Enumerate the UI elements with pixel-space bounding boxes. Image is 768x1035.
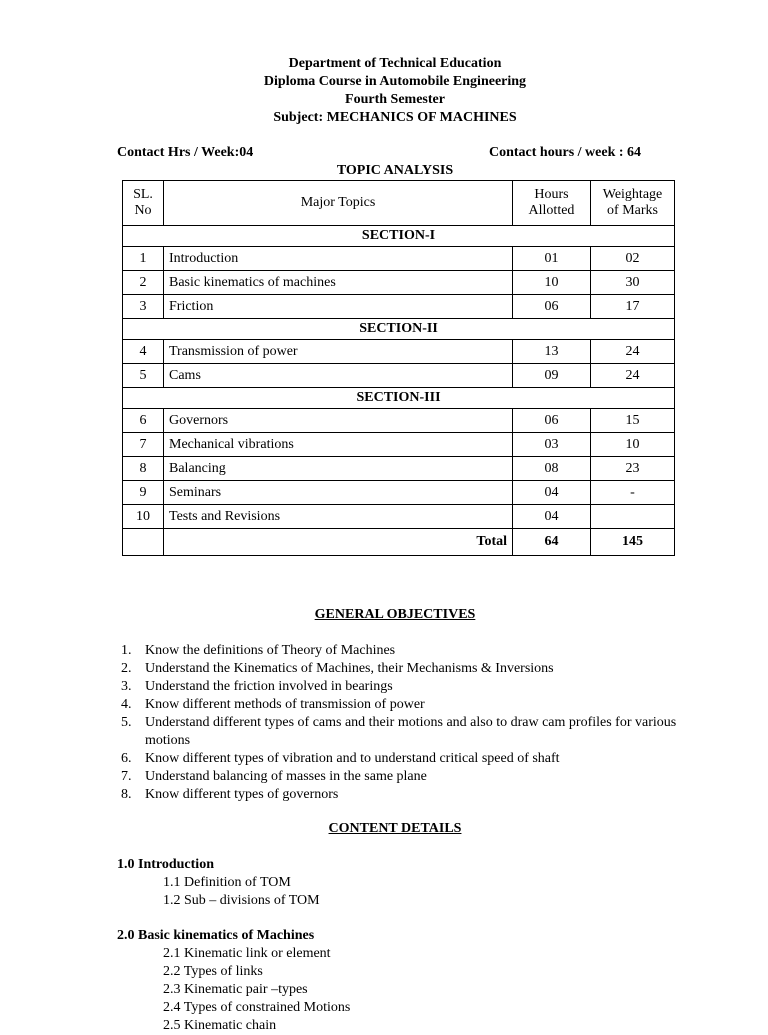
sl-cell: 5 (123, 364, 164, 388)
chapter-subtopics (117, 874, 677, 910)
objective-number: 2. (121, 661, 132, 676)
marks-cell: 24 (591, 364, 675, 388)
subtopic-item: 1.2 Sub – divisions of TOM (163, 893, 320, 908)
section-label: SECTION-III (123, 388, 675, 409)
marks-cell: 30 (591, 271, 675, 295)
table-row (123, 433, 675, 457)
hours-cell: 10 (513, 271, 591, 295)
objective-number: 1. (121, 643, 132, 658)
total-sl-cell (123, 529, 164, 556)
objective-number: 7. (121, 769, 132, 784)
column-header-hours: Hours Allotted (513, 181, 591, 226)
column-header-marks: Weightage of Marks (591, 181, 675, 226)
topic-cell: Introduction (164, 247, 513, 271)
chapter-spacer (117, 910, 677, 927)
subtopic-item: 2.5 Kinematic chain (163, 1018, 277, 1033)
column-header-sl: SL. No (123, 181, 164, 226)
subject-title: Subject: MECHANICS OF MACHINES (273, 110, 517, 125)
marks-cell (591, 505, 675, 529)
sl-cell: 2 (123, 271, 164, 295)
sl-cell: 6 (123, 409, 164, 433)
hours-cell: 04 (513, 505, 591, 529)
objective-text: Know different types of governors (145, 787, 339, 802)
subtopic-item: 1.1 Definition of TOM (163, 875, 291, 890)
table-row (123, 295, 675, 319)
objective-number: 4. (121, 697, 132, 712)
sl-cell: 4 (123, 340, 164, 364)
table-row (123, 271, 675, 295)
section-row (123, 226, 675, 247)
topic-cell: Basic kinematics of machines (164, 271, 513, 295)
hours-cell: 03 (513, 433, 591, 457)
subtopic-item: 2.1 Kinematic link or element (163, 946, 331, 961)
marks-cell: 17 (591, 295, 675, 319)
contact-hrs-week: Contact Hrs / Week:04 (117, 145, 254, 160)
sl-cell: 9 (123, 481, 164, 505)
objective-text: Understand different types of cams and their motions and also to draw cam profiles for various motions (145, 715, 677, 748)
marks-cell: - (591, 481, 675, 505)
objective-number: 5. (121, 715, 132, 730)
marks-cell: 24 (591, 340, 675, 364)
table-row (123, 505, 675, 529)
chapter-title: 2.0 Basic kinematics of Machines (117, 928, 315, 943)
hours-cell: 04 (513, 481, 591, 505)
general-objectives-title: GENERAL OBJECTIVES (314, 607, 476, 622)
topic-analysis-table (122, 180, 675, 556)
contact-hours-total: Contact hours / week : 64 (489, 145, 642, 160)
sl-cell: 1 (123, 247, 164, 271)
objective-text: Understand the Kinematics of Machines, their Mechanisms & Inversions (145, 661, 554, 676)
table-row (123, 340, 675, 364)
table-row (123, 481, 675, 505)
objective-item (121, 678, 681, 696)
objectives-list (121, 642, 681, 804)
objective-text: Know different types of vibration and to understand critical speed of shaft (145, 751, 560, 766)
marks-cell: 15 (591, 409, 675, 433)
hours-cell: 13 (513, 340, 591, 364)
column-header-topic: Major Topics (164, 181, 513, 226)
objective-item (121, 786, 681, 804)
topic-cell: Cams (164, 364, 513, 388)
section-label: SECTION-II (123, 319, 675, 340)
topic-cell: Transmission of power (164, 340, 513, 364)
total-label: Total (164, 529, 513, 556)
hours-cell: 06 (513, 409, 591, 433)
topic-cell: Governors (164, 409, 513, 433)
objective-item (121, 660, 681, 678)
objective-number: 8. (121, 787, 132, 802)
semester-title: Fourth Semester (345, 92, 445, 107)
section-row (123, 388, 675, 409)
chapter-title: 1.0 Introduction (117, 857, 214, 872)
objective-number: 6. (121, 751, 132, 766)
marks-cell: 10 (591, 433, 675, 457)
table-header-row (123, 181, 675, 226)
sl-cell: 10 (123, 505, 164, 529)
objective-item (121, 768, 681, 786)
table-row (123, 247, 675, 271)
topic-cell: Seminars (164, 481, 513, 505)
chapter-subtopics (117, 945, 677, 1035)
marks-cell: 02 (591, 247, 675, 271)
objective-item (121, 714, 681, 750)
hours-cell: 08 (513, 457, 591, 481)
table-row (123, 409, 675, 433)
topic-cell: Friction (164, 295, 513, 319)
objective-text: Know the definitions of Theory of Machines (145, 643, 396, 658)
hours-cell: 01 (513, 247, 591, 271)
objective-item (121, 750, 681, 768)
total-marks: 145 (591, 529, 675, 556)
topic-cell: Tests and Revisions (164, 505, 513, 529)
content-details-title: CONTENT DETAILS (328, 821, 462, 836)
objective-text: Understand the friction involved in bearings (145, 679, 393, 694)
table-row (123, 364, 675, 388)
objective-item (121, 642, 681, 660)
topic-analysis-title: TOPIC ANALYSIS (336, 163, 454, 178)
section-row (123, 319, 675, 340)
topic-cell: Mechanical vibrations (164, 433, 513, 457)
section-label: SECTION-I (123, 226, 675, 247)
department-title: Department of Technical Education (288, 56, 502, 71)
objective-item (121, 696, 681, 714)
table-row (123, 457, 675, 481)
sl-cell: 7 (123, 433, 164, 457)
document-header (0, 55, 768, 127)
objective-text: Understand balancing of masses in the same plane (145, 769, 427, 784)
objective-text: Know different methods of transmission of power (145, 697, 425, 712)
topic-cell: Balancing (164, 457, 513, 481)
subtopic-item: 2.3 Kinematic pair –types (163, 982, 308, 997)
sl-cell: 8 (123, 457, 164, 481)
total-hours: 64 (513, 529, 591, 556)
subtopic-item: 2.4 Types of constrained Motions (163, 1000, 351, 1015)
objective-number: 3. (121, 679, 132, 694)
marks-cell: 23 (591, 457, 675, 481)
hours-cell: 06 (513, 295, 591, 319)
total-row (123, 529, 675, 556)
content-details (117, 856, 677, 1035)
subtopic-item: 2.2 Types of links (163, 964, 263, 979)
hours-cell: 09 (513, 364, 591, 388)
sl-cell: 3 (123, 295, 164, 319)
course-title: Diploma Course in Automobile Engineering (263, 74, 527, 89)
